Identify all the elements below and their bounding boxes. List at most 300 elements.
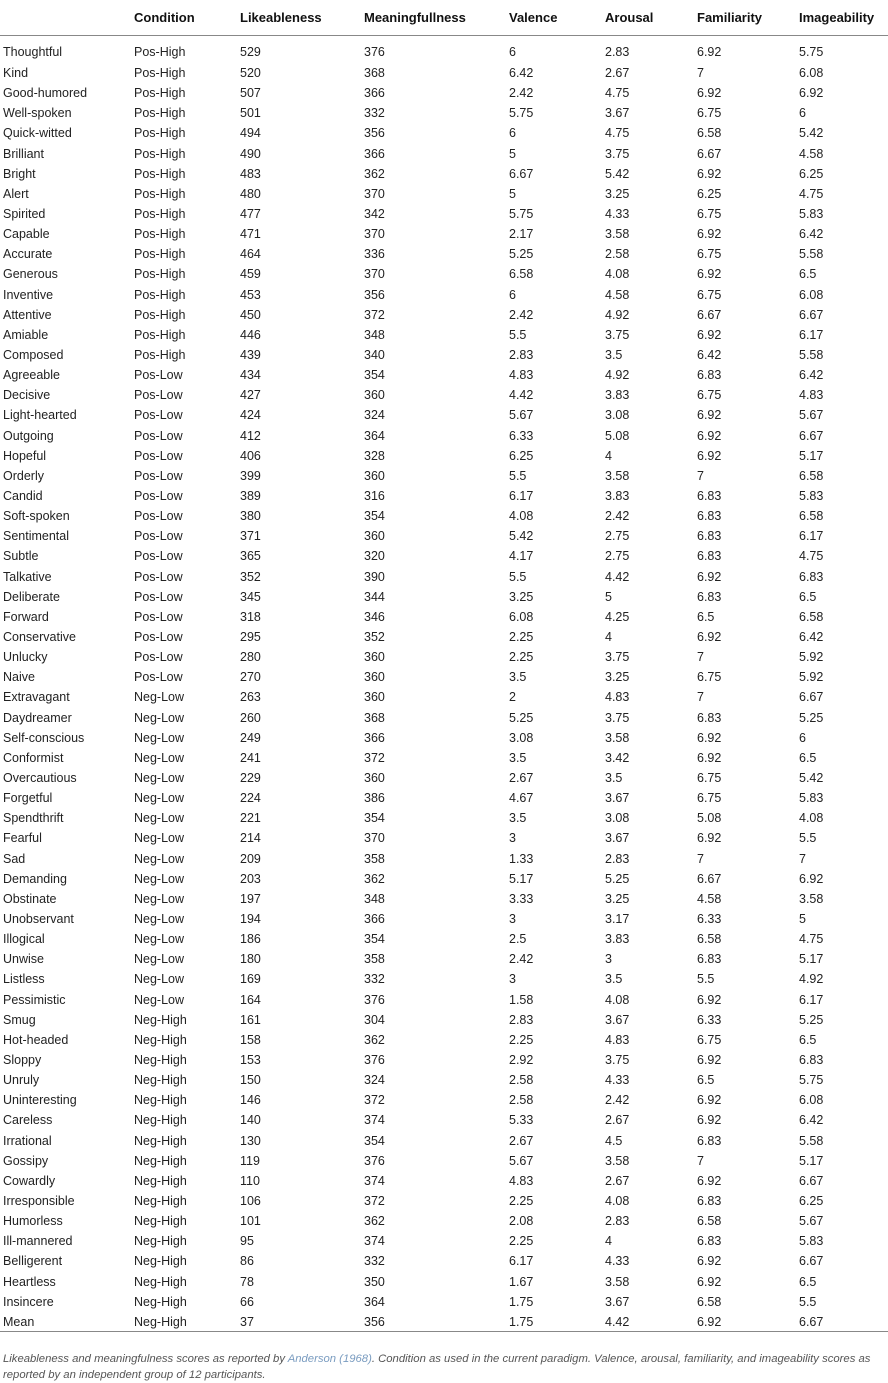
- cell-arousal: 4.08: [605, 992, 630, 1007]
- table-row: [0, 305, 888, 325]
- cell-meaningfullness: 372: [364, 307, 385, 322]
- cell-valence: 1.58: [509, 992, 534, 1007]
- table-row: [0, 446, 888, 466]
- cell-familiarity: 5.08: [697, 811, 722, 826]
- cell-meaningfullness: 390: [364, 569, 385, 584]
- cell-likeableness: 412: [240, 428, 261, 443]
- cell-imageability: 5.67: [799, 408, 824, 423]
- cell-arousal: 2.83: [605, 1214, 630, 1229]
- cell-condition: Neg-Low: [134, 871, 185, 886]
- cell-word: Generous: [3, 267, 58, 282]
- cell-familiarity: 7: [697, 851, 704, 866]
- cell-imageability: 4.58: [799, 146, 824, 161]
- cell-word: Sloppy: [3, 1052, 42, 1067]
- cell-imageability: 6.42: [799, 227, 824, 242]
- cell-likeableness: 260: [240, 710, 261, 725]
- cell-familiarity: 6.75: [697, 1032, 722, 1047]
- cell-imageability: 5.75: [799, 1073, 824, 1088]
- cell-meaningfullness: 352: [364, 630, 385, 644]
- table-row: [0, 405, 888, 425]
- cell-familiarity: 6.83: [697, 1234, 722, 1249]
- table-row: [0, 788, 888, 808]
- cell-meaningfullness: 350: [364, 1274, 385, 1289]
- table-row: [0, 1271, 888, 1291]
- cell-familiarity: 6.75: [697, 791, 722, 806]
- cell-meaningfullness: 328: [364, 448, 385, 463]
- cell-word: Kind: [3, 66, 29, 81]
- cell-likeableness: 229: [240, 770, 261, 785]
- caption-text: Likeableness and meaningfulness scores as reported by: [3, 1353, 288, 1366]
- cell-meaningfullness: 370: [364, 227, 385, 242]
- cell-valence: 3.33: [509, 891, 534, 906]
- cell-meaningfullness: 364: [364, 1294, 385, 1309]
- cell-arousal: 4: [605, 630, 612, 644]
- table-row: [0, 1130, 888, 1150]
- cell-likeableness: 186: [240, 932, 261, 947]
- table-row: [0, 1312, 888, 1332]
- cell-imageability: 5.42: [799, 126, 824, 141]
- cell-imageability: 5.83: [799, 207, 824, 222]
- table-row: [0, 748, 888, 768]
- cell-familiarity: 6.92: [697, 448, 722, 463]
- cell-imageability: 4.75: [799, 186, 824, 201]
- cell-likeableness: 158: [240, 1032, 261, 1047]
- cell-valence: 1.75: [506, 1312, 602, 1332]
- cell-arousal: 3.83: [605, 932, 630, 947]
- cell-familiarity: 6.92: [697, 408, 722, 423]
- cell-meaningfullness: 366: [364, 146, 385, 161]
- cell-condition: Pos-Low: [134, 428, 183, 443]
- cell-valence: 5.25: [509, 247, 534, 262]
- table-row: [0, 909, 888, 929]
- cell-familiarity: 6.92: [697, 227, 722, 242]
- cell-condition: Neg-High: [134, 1254, 187, 1269]
- cell-condition: Pos-Low: [134, 448, 183, 463]
- cell-arousal: 3.08: [605, 811, 630, 826]
- cell-valence: 2.92: [509, 1052, 534, 1067]
- table-row: [0, 607, 888, 627]
- cell-arousal: 4.58: [605, 287, 630, 302]
- cell-familiarity: 6.83: [697, 1133, 722, 1148]
- cell-arousal: 3.75: [605, 1052, 630, 1067]
- cell-imageability: 6.08: [799, 66, 824, 81]
- table-row: [0, 63, 888, 83]
- cell-condition: Neg-High: [134, 1214, 187, 1229]
- cell-arousal: 2.42: [605, 1093, 630, 1108]
- cell-imageability: 6.58: [799, 509, 824, 524]
- cell-meaningfullness: 366: [364, 730, 385, 745]
- caption-citation-link[interactable]: Anderson (1968): [287, 1353, 372, 1366]
- cell-imageability: 5.75: [799, 45, 824, 60]
- cell-meaningfullness: 362: [364, 166, 385, 181]
- cell-likeableness: 164: [240, 992, 261, 1007]
- cell-condition: Pos-High: [134, 86, 186, 101]
- cell-likeableness: 263: [240, 690, 261, 705]
- cell-likeableness: 483: [240, 166, 261, 181]
- cell-meaningfullness: 344: [364, 589, 385, 604]
- cell-meaningfullness: 356: [364, 287, 385, 302]
- cell-meaningfullness: 362: [364, 1214, 385, 1229]
- cell-word: Ill-mannered: [3, 1234, 73, 1249]
- cell-likeableness: 224: [240, 791, 261, 806]
- cell-familiarity: 6.83: [697, 710, 722, 725]
- cell-arousal: 2.58: [605, 247, 630, 262]
- cell-word: Fearful: [3, 831, 42, 846]
- cell-word: Pessimistic: [3, 992, 66, 1007]
- cell-likeableness: 427: [240, 388, 261, 403]
- cell-valence: 5.17: [509, 871, 534, 886]
- cell-word: Insincere: [3, 1294, 54, 1309]
- cell-arousal: 4.5: [605, 1133, 623, 1148]
- cell-valence: 5: [509, 146, 516, 161]
- table-row: [0, 83, 888, 103]
- cell-imageability: 5.5: [799, 1294, 817, 1309]
- cell-arousal: 4.92: [605, 307, 630, 322]
- cell-arousal: 5.08: [605, 428, 630, 443]
- header-imageability: Imageability: [796, 0, 888, 35]
- cell-likeableness: 197: [240, 891, 261, 906]
- cell-valence: 6: [509, 287, 516, 302]
- table-row: [0, 345, 888, 365]
- cell-condition: Pos-High: [134, 126, 186, 141]
- cell-imageability: 4.08: [799, 811, 824, 826]
- cell-likeableness: 424: [240, 408, 261, 423]
- cell-arousal: 3.25: [605, 186, 630, 201]
- cell-valence: 2.25: [509, 630, 534, 644]
- table-row: [0, 1090, 888, 1110]
- header-likeableness: Likeableness: [237, 0, 361, 35]
- cell-valence: 5.33: [509, 1113, 534, 1128]
- cell-imageability: 5.58: [799, 1133, 824, 1148]
- cell-imageability: 6.67: [799, 690, 824, 705]
- cell-meaningfullness: 342: [364, 207, 385, 222]
- cell-condition: Pos-Low: [134, 549, 183, 564]
- table-body: [0, 35, 888, 1332]
- cell-imageability: 6.58: [799, 609, 824, 624]
- cell-arousal: 3.5: [605, 770, 623, 785]
- cell-word: Illogical: [3, 932, 45, 947]
- cell-condition: Pos-High: [134, 287, 186, 302]
- cell-word: Self-conscious: [3, 730, 85, 745]
- cell-arousal: 3.25: [605, 670, 630, 685]
- cell-valence: 6: [509, 45, 516, 60]
- cell-valence: 5.5: [509, 569, 527, 584]
- cell-likeableness: 150: [240, 1073, 261, 1088]
- cell-familiarity: 6.92: [697, 1093, 722, 1108]
- table-row: [0, 1191, 888, 1211]
- cell-arousal: 3.58: [605, 730, 630, 745]
- cell-word: Quick-witted: [3, 126, 72, 141]
- table-row: [0, 35, 888, 63]
- cell-valence: 3.5: [509, 670, 527, 685]
- cell-word: Mean: [0, 1312, 131, 1332]
- cell-likeableness: 406: [240, 448, 261, 463]
- cell-likeableness: 214: [240, 831, 261, 846]
- table-row: [0, 949, 888, 969]
- cell-likeableness: 318: [240, 609, 261, 624]
- cell-arousal: 3.17: [605, 911, 630, 926]
- cell-condition: Neg-Low: [134, 690, 185, 705]
- cell-familiarity: 6.92: [697, 750, 722, 765]
- cell-imageability: 6.92: [799, 86, 824, 101]
- cell-valence: 2.25: [509, 650, 534, 665]
- cell-familiarity: 6.92: [697, 831, 722, 846]
- cell-word: Forgetful: [3, 791, 53, 806]
- cell-valence: 3: [509, 972, 516, 987]
- table-row: [0, 1251, 888, 1271]
- cell-likeableness: 295: [240, 630, 261, 644]
- cell-word: Unruly: [3, 1073, 40, 1088]
- cell-word: Hopeful: [3, 448, 47, 463]
- cell-arousal: 3.67: [605, 791, 630, 806]
- cell-meaningfullness: 354: [364, 509, 385, 524]
- cell-condition: Neg-High: [134, 1113, 187, 1128]
- cell-condition: Pos-High: [134, 45, 186, 60]
- cell-word: Capable: [3, 227, 50, 242]
- cell-word: Deliberate: [3, 589, 60, 604]
- cell-familiarity: 6.92: [697, 166, 722, 181]
- cell-imageability: 6.17: [799, 992, 824, 1007]
- cell-familiarity: 6.92: [697, 992, 722, 1007]
- cell-imageability: 6.42: [799, 368, 824, 383]
- cell-meaningfullness: 376: [364, 1052, 385, 1067]
- cell-condition: Neg-Low: [134, 770, 185, 785]
- cell-familiarity: 6.67: [697, 146, 722, 161]
- cell-likeableness: 459: [240, 267, 261, 282]
- cell-meaningfullness: 374: [364, 1173, 385, 1188]
- cell-arousal: 4.75: [605, 86, 630, 101]
- cell-valence: 6.08: [509, 609, 534, 624]
- cell-meaningfullness: 370: [364, 831, 385, 846]
- cell-imageability: 6.5: [799, 267, 817, 282]
- cell-valence: 2.25: [509, 1193, 534, 1208]
- cell-condition: Pos-High: [134, 166, 186, 181]
- cell-valence: 5.67: [509, 1153, 534, 1168]
- cell-likeableness: 280: [240, 650, 261, 665]
- caption-text-continued: . Condition as used in the current paradigm. Valence, arousal, familiarity, and imageability scores as reported by an independent group of 12 participants.: [3, 1353, 871, 1382]
- cell-familiarity: 6.75: [697, 670, 722, 685]
- cell-likeableness: 450: [240, 307, 261, 322]
- cell-valence: 3: [509, 911, 516, 926]
- cell-valence: 5.5: [509, 327, 527, 342]
- table-row: [0, 647, 888, 667]
- cell-meaningfullness: 346: [364, 609, 385, 624]
- cell-meaningfullness: 336: [364, 247, 385, 262]
- cell-word: Conformist: [3, 750, 64, 765]
- header-condition: Condition: [131, 0, 237, 35]
- cell-condition: Pos-High: [134, 327, 186, 342]
- cell-arousal: 3.58: [605, 1274, 630, 1289]
- cell-word: Overcautious: [3, 770, 77, 785]
- cell-valence: 2.67: [509, 770, 534, 785]
- cell-condition: Neg-High: [134, 1012, 187, 1027]
- cell-valence: 2.58: [509, 1093, 534, 1108]
- table-row: [0, 103, 888, 123]
- cell-arousal: 3.5: [605, 348, 623, 363]
- cell-word: Uninteresting: [3, 1093, 77, 1108]
- cell-meaningfullness: 356: [364, 126, 385, 141]
- cell-arousal: 4.33: [605, 1073, 630, 1088]
- cell-likeableness: 37: [237, 1312, 361, 1332]
- cell-valence: 5.25: [509, 710, 534, 725]
- cell-familiarity: 6.92: [697, 630, 722, 644]
- cell-arousal: 3.67: [605, 1294, 630, 1309]
- cell-valence: 1.67: [509, 1274, 534, 1289]
- cell-arousal: 4.83: [605, 690, 630, 705]
- cell-meaningfullness: 316: [364, 489, 385, 504]
- cell-familiarity: 6.67: [697, 307, 722, 322]
- cell-arousal: 3.58: [605, 1153, 630, 1168]
- cell-likeableness: 507: [240, 86, 261, 101]
- cell-arousal: 3.42: [605, 750, 630, 765]
- cell-valence: 6.42: [509, 66, 534, 81]
- cell-likeableness: 490: [240, 146, 261, 161]
- cell-familiarity: 5.5: [697, 972, 715, 987]
- cell-meaningfullness: 370: [364, 186, 385, 201]
- cell-imageability: 6.25: [799, 166, 824, 181]
- cell-meaningfullness: 366: [364, 911, 385, 926]
- table-row: [0, 869, 888, 889]
- cell-arousal: 4.92: [605, 368, 630, 383]
- cell-arousal: 4.42: [602, 1312, 694, 1332]
- cell-valence: 2.83: [509, 1012, 534, 1027]
- cell-likeableness: 153: [240, 1052, 261, 1067]
- cell-imageability: 4.75: [799, 932, 824, 947]
- cell-word: Daydreamer: [3, 710, 72, 725]
- cell-familiarity: 6.5: [697, 609, 715, 624]
- cell-meaningfullness: 368: [364, 66, 385, 81]
- cell-arousal: 3.83: [605, 489, 630, 504]
- table-row: [0, 848, 888, 868]
- cell-word: Amiable: [3, 327, 49, 342]
- cell-word: Forward: [3, 609, 49, 624]
- table-header-row: [0, 0, 888, 35]
- cell-valence: 6.67: [509, 166, 534, 181]
- cell-condition: Pos-Low: [134, 589, 183, 604]
- cell-imageability: 6.17: [799, 327, 824, 342]
- cell-arousal: 3.75: [605, 327, 630, 342]
- cell-word: Smug: [3, 1012, 36, 1027]
- table-row: [0, 1110, 888, 1130]
- cell-valence: 6.58: [509, 267, 534, 282]
- table-row: [0, 1030, 888, 1050]
- cell-word: Talkative: [3, 569, 52, 584]
- cell-likeableness: 110: [240, 1173, 260, 1188]
- cell-arousal: 3.5: [605, 972, 623, 987]
- cell-familiarity: 6.75: [697, 770, 722, 785]
- cell-likeableness: 130: [240, 1133, 261, 1148]
- cell-valence: 5.75: [509, 106, 534, 121]
- cell-likeableness: 249: [240, 730, 261, 745]
- cell-condition: Pos-Low: [134, 408, 183, 423]
- cell-arousal: 3.58: [605, 468, 630, 483]
- cell-word: Unlucky: [3, 650, 48, 665]
- cell-imageability: 5.92: [799, 670, 824, 685]
- cell-likeableness: 146: [240, 1093, 261, 1108]
- cell-meaningfullness: 332: [364, 106, 385, 121]
- cell-imageability: 5: [799, 911, 806, 926]
- cell-condition: Pos-Low: [134, 630, 183, 644]
- cell-condition: Neg-High: [134, 1193, 187, 1208]
- header-valence: Valence: [506, 0, 602, 35]
- cell-imageability: 6.58: [799, 468, 824, 483]
- cell-valence: 5.75: [509, 207, 534, 222]
- cell-condition: Neg-Low: [134, 972, 185, 987]
- cell-word: Naive: [3, 670, 35, 685]
- cell-arousal: 2.42: [605, 509, 630, 524]
- cell-condition: Pos-Low: [134, 650, 183, 665]
- cell-likeableness: 380: [240, 509, 261, 524]
- cell-familiarity: 6.75: [697, 247, 722, 262]
- cell-familiarity: 6.92: [697, 86, 722, 101]
- cell-word: Inventive: [3, 287, 54, 302]
- cell-arousal: 4.08: [605, 1193, 630, 1208]
- cell-likeableness: 106: [240, 1193, 261, 1208]
- cell-likeableness: 203: [240, 871, 261, 886]
- table-row: [0, 1070, 888, 1090]
- cell-arousal: 4.83: [605, 1032, 630, 1047]
- cell-condition: Pos-High: [134, 146, 186, 161]
- cell-word: Good-humored: [3, 86, 88, 101]
- table-row: [0, 285, 888, 305]
- cell-arousal: 3.58: [605, 227, 630, 242]
- cell-arousal: 4.25: [605, 609, 630, 624]
- cell-valence: 2: [509, 690, 516, 705]
- cell-likeableness: 446: [240, 327, 261, 342]
- cell-imageability: 5.92: [799, 650, 824, 665]
- cell-likeableness: 389: [240, 489, 261, 504]
- table-row: [0, 506, 888, 526]
- cell-meaningfullness: 368: [364, 710, 385, 725]
- cell-arousal: 4: [605, 448, 612, 463]
- cell-familiarity: 6.75: [697, 106, 722, 121]
- cell-valence: 2.5: [509, 932, 527, 947]
- header-meaningfullness: Meaningfullness: [361, 0, 506, 35]
- cell-familiarity: 7: [697, 468, 704, 483]
- cell-imageability: 5.67: [799, 1214, 824, 1229]
- cell-meaningfullness: 304: [364, 1012, 385, 1027]
- cell-condition: Neg-Low: [134, 791, 185, 806]
- cell-valence: 4.42: [509, 388, 534, 403]
- cell-condition: Neg-High: [134, 1274, 187, 1289]
- cell-valence: 1.75: [509, 1294, 534, 1309]
- cell-condition: Neg-Low: [134, 750, 185, 765]
- cell-familiarity: 6.92: [697, 327, 722, 342]
- cell-condition: Neg-Low: [134, 730, 185, 745]
- cell-imageability: 5.17: [799, 1153, 824, 1168]
- cell-condition: Pos-Low: [134, 468, 183, 483]
- cell-condition: Neg-High: [134, 1052, 187, 1067]
- cell-likeableness: 501: [240, 106, 261, 121]
- cell-imageability: 5.58: [799, 247, 824, 262]
- cell-condition: Neg-Low: [134, 811, 185, 826]
- cell-familiarity: 6.92: [697, 1254, 722, 1269]
- cell-likeableness: 453: [240, 287, 261, 302]
- cell-familiarity: 6.58: [697, 932, 722, 947]
- cell-condition: Neg-Low: [134, 891, 185, 906]
- table-row: [0, 667, 888, 687]
- table-row: [0, 526, 888, 546]
- table-row: [0, 123, 888, 143]
- cell-likeableness: 345: [240, 589, 261, 604]
- table-row: [0, 1211, 888, 1231]
- cell-condition: Pos-High: [134, 307, 186, 322]
- cell-condition: Pos-Low: [134, 670, 183, 685]
- cell-valence: 4.83: [509, 1173, 534, 1188]
- cell-meaningfullness: 320: [364, 549, 385, 564]
- cell-meaningfullness: 376: [364, 1153, 385, 1168]
- cell-likeableness: 221: [240, 811, 261, 826]
